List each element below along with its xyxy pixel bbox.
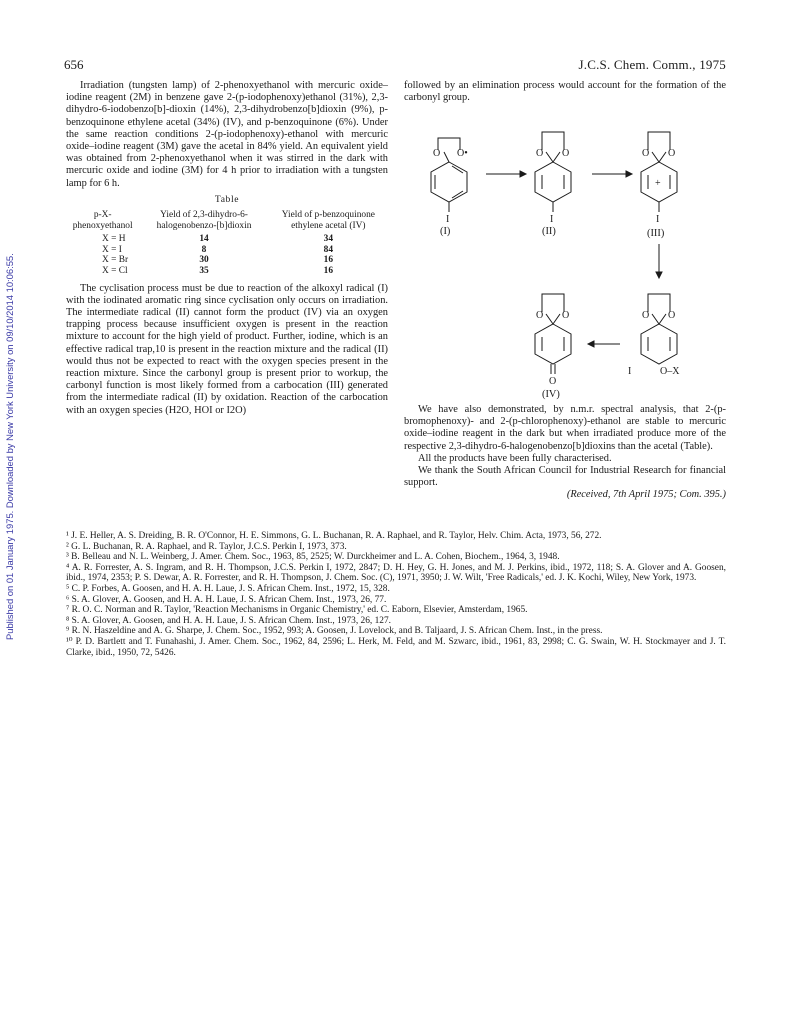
download-watermark-text: Published on 01 January 1975. Downloaded by New York University on 09/10/2014 10:06:55.	[4, 253, 15, 640]
table-cell: 34	[323, 234, 334, 245]
yield-table	[66, 210, 388, 277]
atom-label: O	[536, 310, 544, 321]
table-cell: 8	[201, 244, 207, 255]
table-title: Table	[214, 193, 240, 205]
atom-label: I	[628, 366, 632, 377]
reference-item: ⁶ S. A. Glover, A. Goosen, and H. A. H. Laue, J. S. African Chem. Inst., 1973, 26, 77.	[66, 594, 387, 605]
acknowledgement: We thank the South African Council for Industrial Research for financial support.	[404, 465, 726, 489]
table-cell: X = H	[102, 234, 126, 245]
table-row	[66, 266, 388, 277]
table-cell: X = I	[102, 244, 122, 255]
reference-item: ⁵ C. P. Forbes, A. Goosen, and H. A. H. Laue, J. S. African Chem. Inst., 1972, 15, 328.	[66, 583, 390, 594]
reference-item: ³ B. Belleau and N. L. Weinberg, J. Amer. Chem. Soc., 1963, 85, 2525; W. Durckheimer and L. A. Cohen, Biochem., 1964, 3, 1948.	[66, 552, 560, 563]
atom-label: O•	[457, 148, 468, 159]
table-cell: 16	[323, 255, 334, 266]
atom-label: O	[433, 148, 441, 159]
page-number: 656	[64, 57, 84, 72]
reaction-arrow	[588, 341, 620, 347]
atom-label: O	[642, 148, 650, 159]
molecule-ii	[535, 132, 571, 237]
table-cell: 84	[323, 244, 334, 255]
molecule-i	[431, 138, 468, 237]
molecule-iv	[535, 294, 571, 400]
table-header: Yield of 2,3-dihydro-6-halogenobenzo-[b]dioxin	[156, 210, 252, 231]
table-cell: X = Cl	[102, 266, 128, 276]
atom-label: I	[656, 214, 660, 225]
reaction-scheme	[404, 112, 726, 402]
right-column-top	[404, 80, 726, 104]
left-column	[66, 80, 388, 417]
atom-label: I	[446, 214, 450, 225]
table-cell: 35	[199, 266, 209, 276]
body-paragraph: followed by an elimination process would account for the formation of the carbonyl group.	[404, 80, 726, 104]
atom-label: O	[562, 310, 570, 321]
body-paragraph: All the products have been fully characterised.	[418, 452, 612, 464]
received-note: (Received, 7th April 1975; Com. 395.)	[566, 489, 726, 501]
atom-label: O	[642, 310, 650, 321]
reference-item: ¹ J. E. Heller, A. S. Dreiding, B. R. O'Connor, H. E. Simmons, G. L. Buchanan, R. A. Raphael, and R. Taylor, Helv. Chim. Acta, 1973, 56, 272.	[66, 531, 602, 541]
atom-label: I	[550, 214, 554, 225]
molecule-oxy-intermediate	[628, 294, 680, 377]
compound-label: (III)	[647, 228, 665, 239]
reference-item: ⁸ S. A. Glover, A. Goosen, and H. A. H. Laue, J. S. African Chem. Inst., 1973, 26, 127.	[66, 615, 391, 626]
atom-label: O	[668, 310, 676, 321]
atom-label: O–X	[660, 366, 680, 377]
table-row	[66, 245, 388, 256]
atom-label: O	[536, 148, 544, 159]
atom-label: O	[549, 376, 557, 387]
yield-table-block	[66, 194, 388, 277]
table-cell: 30	[199, 255, 209, 266]
table-row	[66, 234, 388, 245]
table-cell: X = Br	[102, 255, 129, 266]
table-row	[66, 255, 388, 266]
body-paragraph: The cyclisation process must be due to reaction of the alkoxyl radical (I) with the iodinated aromatic ring since cyclisation only occurs on irradiation. The intermediate radical (II) cannot form the product (IV) via an oxygen trapping process because insufficient oxygen is present in the reaction mixture to account for the high yield of product. Further, iodine, which is an effective radical trap,10 is present in the reaction mixture and the radical (II) would thus not be expected to react with the oxygen species present in the reaction mixture. Since the carbonyl group is present prior to workup, the carbonyl function is most likely formed from a carbocation (III) generated from the intermediate radical (II) by oxidation. Reaction of the carbocation with an oxygen species (H2O, HOI or I2O)	[66, 282, 388, 416]
body-paragraph: Irradiation (tungsten lamp) of 2-phenoxyethanol with mercuric oxide–iodine reagent (2M) in benzene gave 2-(p-iodophenoxy)ethanol (31%), 2,3-dihydro-6-iodobenzo[b]-dioxin (14%), 2,3-dihydrobenzo[b]dioxin (9%), p-benzoquinone ethylene acetal (34%) (IV), and p-benzoquinone (6%). Under the same reaction conditions 2-(p-iodophenoxy)-ethanol with mercuric oxide–iodine reagent (3M) gave the acetal in 84% yield. An equivalent yield was obtained from 2-phenoxyethanol when it was stirred in the dark with mercuric oxide and iodine (3M) for 4 h prior to irradiation with a tungsten lamp for 6 h.	[66, 80, 388, 189]
table-header-row	[66, 210, 388, 234]
compound-label: (I)	[440, 226, 451, 237]
table-cell: 14	[199, 234, 209, 245]
right-column-bottom	[404, 404, 726, 502]
atom-label: O	[562, 148, 570, 159]
molecule-iii	[641, 132, 677, 239]
reaction-arrow	[656, 244, 662, 278]
table-header: Yield of p-benzoquinone ethylene acetal (IV)	[281, 210, 375, 231]
body-paragraph: We have also demonstrated, by n.m.r. spectral analysis, that 2-(p-bromophenoxy)- and 2-(p-chlorophenoxy)-ethanol are stable to mercuric oxide–iodine reagent in the dark but when irradiated produce more of the respective 2,3-dihydro-6-halogenobenzo[b]dioxins than the acetal (Table).	[404, 404, 726, 452]
reference-item: ¹⁰ P. D. Bartlett and T. Funahashi, J. Amer. Chem. Soc., 1962, 84, 2596; L. Herk, M. Feld, and M. Szwarc, ibid., 1961, 83, 2998; C. G. Swain, W. H. Stockmayer and J. T. Clarke, ibid., 1950, 72, 5426.	[66, 636, 726, 658]
atom-label: O	[668, 148, 676, 159]
table-cell: 16	[323, 266, 334, 276]
running-head: J.C.S. Chem. Comm., 1975	[578, 57, 726, 72]
reaction-arrow	[592, 171, 632, 177]
reference-item: ⁴ A. R. Forrester, A. S. Ingram, and R. H. Thompson, J.C.S. Perkin I, 1972, 2847; D. H. Hey, G. H. Jones, and M. J. Perkins, ibid., 1972, 118; S. A. Glover and A. Goosen, ibid., 1974, 2353; P. S. Dewar, A. R. Forrester, and R. H. Thompson, J. Chem. Soc. (C), 1971, 3950; J. W. Wilt, 'Free Radicals,' ed. J. K. Kochi, Wiley, New York, 1973.	[66, 562, 726, 584]
reference-item: ⁷ R. O. C. Norman and R. Taylor, 'Reaction Mechanisms in Organic Chemistry,' ed. C. Eaborn, Elsevier, Amsterdam, 1965.	[66, 605, 528, 616]
reference-item: ² G. L. Buchanan, R. A. Raphael, and R. Taylor, J.C.S. Perkin I, 1973, 373.	[66, 541, 347, 552]
compound-label: (II)	[542, 226, 556, 237]
references	[66, 531, 726, 658]
reference-item: ⁹ R. N. Haszeldine and A. G. Sharpe, J. Chem. Soc., 1952, 993; A. Goosen, J. Lovelock, and B. Taljaard, J. S. African Chem. Inst., in the press.	[66, 626, 603, 637]
atom-label: +	[655, 178, 661, 189]
reaction-arrow	[486, 171, 526, 177]
download-watermark	[0, 0, 28, 1032]
compound-label: (IV)	[542, 389, 560, 400]
table-header: p-X-phenoxyethanol	[72, 210, 133, 231]
